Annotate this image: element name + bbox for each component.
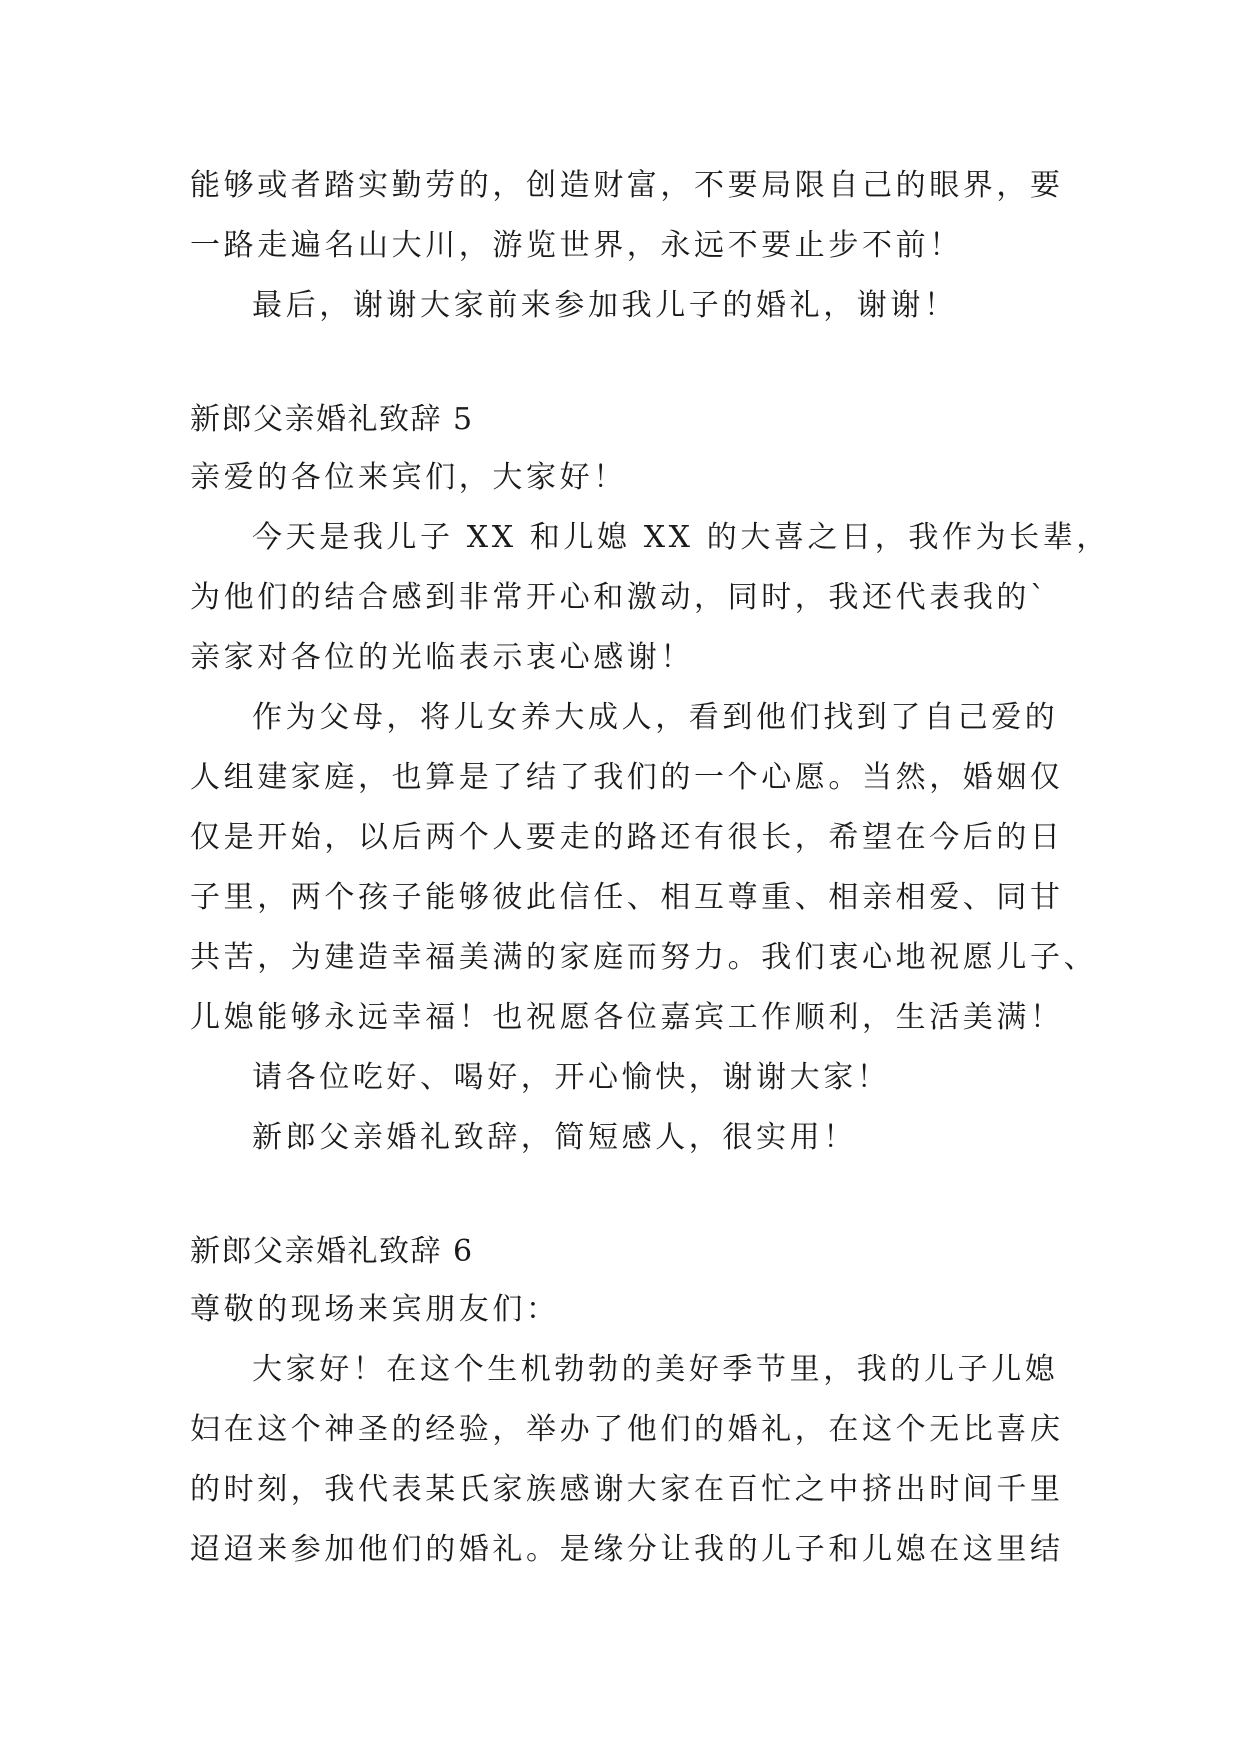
paragraph-line: 亲家对各位的光临表示衷心感谢！ [190,640,694,675]
paragraph-line: 子里，两个孩子能够彼此信任、相互尊重、相亲相爱、同甘 [190,880,1064,915]
paragraph-line: 迢迢来参加他们的婚礼。是缘分让我的儿子和儿媳在这里结 [190,1532,1064,1567]
paragraph-line: 新郎父亲婚礼致辞，简短感人，很实用！ [252,1120,857,1155]
paragraph-line: 今天是我儿子 XX 和儿媳 XX 的大喜之日，我作为长辈， [252,520,1110,555]
paragraph-line: 共苦，为建造幸福美满的家庭而努力。我们衷心地祝愿儿子、 [190,940,1098,975]
paragraph-line: 仅是开始，以后两个人要走的路还有很长，希望在今后的日 [190,820,1064,855]
paragraph-line: 人组建家庭，也算是了结了我们的一个心愿。当然，婚姻仅 [190,760,1064,795]
paragraph-line: 的时刻，我代表某氏家族感谢大家在百忙之中挤出时间千里 [190,1472,1064,1507]
paragraph-line: 儿媳能够永远幸福！也祝愿各位嘉宾工作顺利，生活美满！ [190,1000,1064,1035]
paragraph-line: 作为父母，将儿女养大成人，看到他们找到了自己爱的 [252,700,1059,735]
paragraph-line: 为他们的结合感到非常开心和激动，同时，我还代表我的` [190,580,1049,615]
paragraph-line: 妇在这个神圣的经验，举办了他们的婚礼，在这个无比喜庆 [190,1412,1064,1447]
section-title: 新郎父亲婚礼致辞 5 [190,402,474,437]
section-title: 新郎父亲婚礼致辞 6 [190,1234,474,1269]
paragraph-line: 大家好！在这个生机勃勃的美好季节里，我的儿子儿媳 [252,1352,1059,1387]
paragraph-line: 亲爱的各位来宾们，大家好！ [190,460,627,495]
paragraph-line: 一路走遍名山大川，游览世界，永远不要止步不前！ [190,228,963,263]
paragraph-line: 最后，谢谢大家前来参加我儿子的婚礼，谢谢！ [252,288,958,323]
paragraph-line: 尊敬的现场来宾朋友们： [190,1292,560,1327]
paragraph-line: 能够或者踏实勤劳的，创造财富，不要局限自己的眼界，要 [190,168,1064,203]
paragraph-line: 请各位吃好、喝好，开心愉快，谢谢大家！ [252,1060,891,1095]
